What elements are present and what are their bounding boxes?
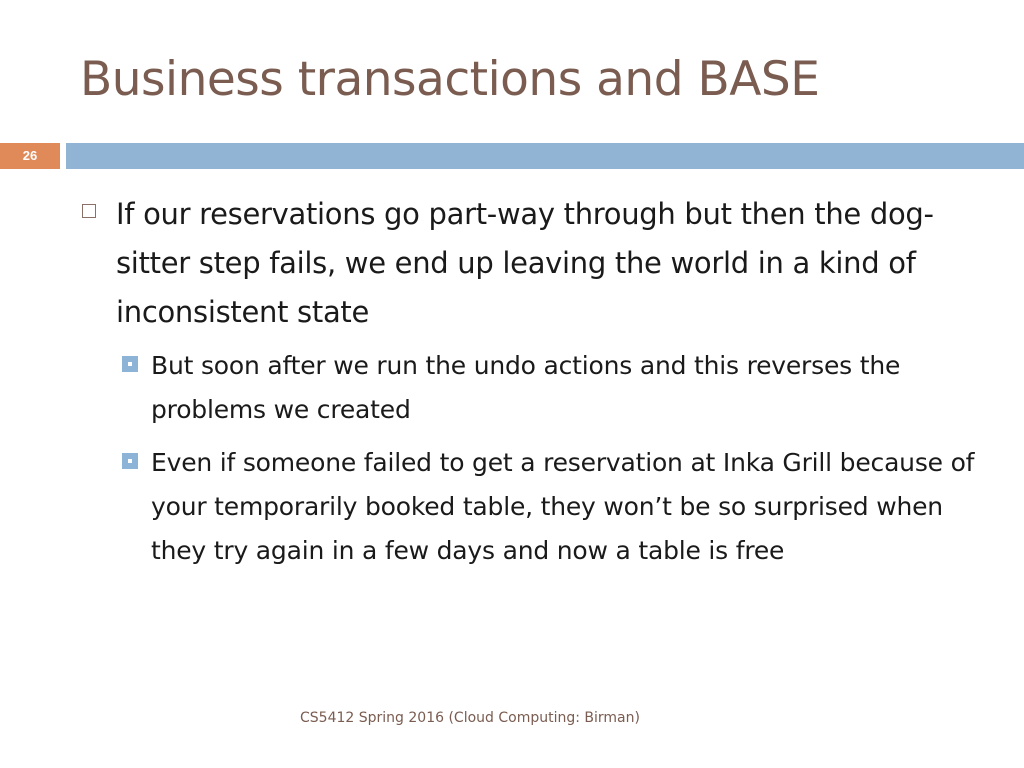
bullet-text: If our reservations go part-way through but then the dog-sitter step fails, we end up leaving the world in a kind of inconsistent state bbox=[116, 197, 934, 329]
header-bar bbox=[66, 143, 1024, 169]
sub-bullet-item bbox=[122, 344, 982, 432]
sub-bullet-text: But soon after we run the undo actions and this reverses the problems we created bbox=[151, 351, 901, 424]
slide-footer: CS5412 Spring 2016 (Cloud Computing: Birman) bbox=[300, 710, 640, 726]
square-bullet-icon bbox=[82, 204, 96, 218]
bullet-item bbox=[80, 190, 980, 337]
filled-square-bullet-icon bbox=[122, 356, 138, 372]
sub-bullet-item bbox=[122, 441, 982, 573]
slide-number: 26 bbox=[0, 143, 60, 169]
slide-title: Business transactions and BASE bbox=[80, 52, 820, 107]
filled-square-bullet-icon bbox=[122, 453, 138, 469]
sub-bullet-text: Even if someone failed to get a reservation at Inka Grill because of your temporarily booked table, they won’t be so surprised when they try again in a few days and now a table is free bbox=[151, 448, 975, 565]
